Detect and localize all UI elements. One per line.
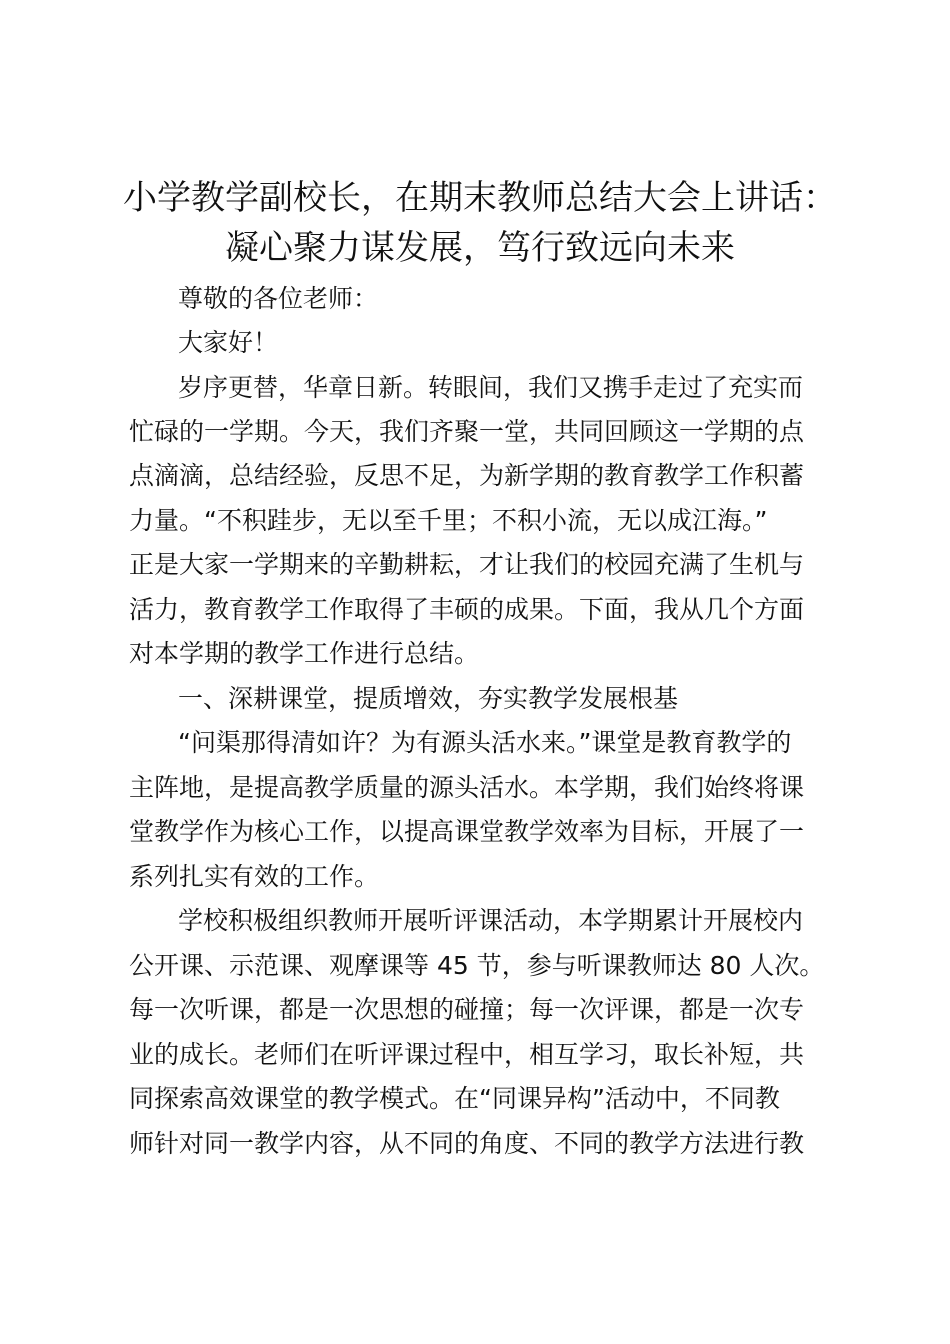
paragraph-line: 师针对同一教学内容，从不同的角度、不同的教学方法进行教 — [129, 1129, 805, 1158]
document-title-line-1: 小学教学副校长，在期末教师总结大会上讲话： — [123, 178, 837, 218]
paragraph-line: 系列扎实有效的工作。 — [129, 862, 380, 891]
paragraph-line: “问渠那得清如许？为有源头活水来。”课堂是教育教学的 — [178, 728, 792, 757]
paragraph-line: 岁序更替，华章日新。转眼间，我们又携手走过了充实而 — [178, 373, 804, 402]
greeting: 大家好！ — [178, 328, 279, 357]
paragraph-line: 对本学期的教学工作进行总结。 — [129, 639, 480, 668]
paragraph-line: 业的成长。老师们在听评课过程中，相互学习，取长补短，共 — [129, 1040, 805, 1069]
paragraph-line: 活力，教育教学工作取得了丰硕的成果。下面，我从几个方面 — [129, 595, 805, 624]
paragraph-line: 学校积极组织教师开展听评课活动，本学期累计开展校内 — [178, 906, 804, 935]
paragraph-line: 同探索高效课堂的教学模式。在“同课异构”活动中，不同教 — [129, 1084, 780, 1113]
paragraph-line: 主阵地，是提高教学质量的源头活水。本学期，我们始终将课 — [129, 773, 805, 802]
paragraph-line: 点滴滴，总结经验，反思不足，为新学期的教育教学工作积蓄 — [129, 461, 805, 490]
paragraph-line: 正是大家一学期来的辛勤耕耘，才让我们的校园充满了生机与 — [129, 550, 805, 579]
paragraph-line: 公开课、示范课、观摩课等 45 节，参与听课教师达 80 人次。 — [129, 951, 825, 980]
salutation: 尊敬的各位老师： — [178, 284, 379, 313]
paragraph-line: 堂教学作为核心工作，以提高课堂教学效率为目标，开展了一 — [129, 817, 805, 846]
paragraph-line: 力量。“不积跬步，无以至千里；不积小流，无以成江海。” — [129, 506, 768, 535]
paragraph-line: 忙碌的一学期。今天，我们齐聚一堂，共同回顾这一学期的点 — [129, 417, 805, 446]
section-heading: 一、深耕课堂，提质增效，夯实教学发展根基 — [178, 684, 679, 713]
document-title-line-2: 凝心聚力谋发展，笃行致远向未来 — [225, 228, 735, 268]
paragraph-line: 每一次听课，都是一次思想的碰撞；每一次评课，都是一次专 — [129, 995, 805, 1024]
